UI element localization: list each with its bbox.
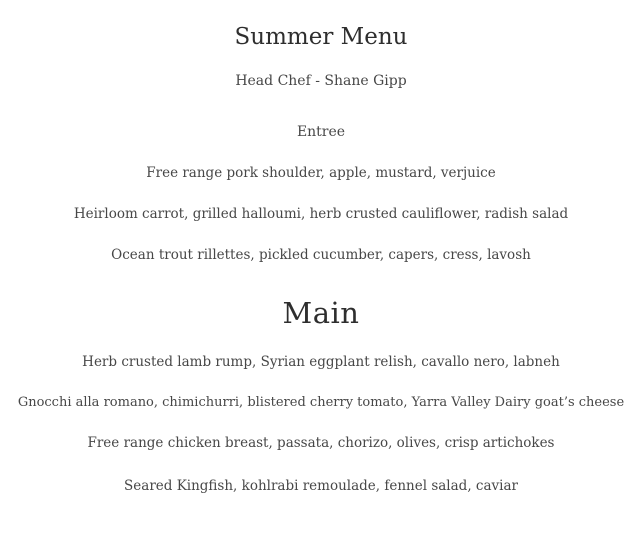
menu-item: Herb crusted lamb rump, Syrian eggplant relish, cavallo nero, labneh <box>82 354 560 370</box>
menu-title: Summer Menu <box>234 24 408 50</box>
menu-item: Free range pork shoulder, apple, mustard, verjuice <box>146 165 496 181</box>
menu-item: Seared Kingfish, kohlrabi remoulade, fennel salad, caviar <box>124 478 518 494</box>
section-heading-entree: Entree <box>296 124 346 140</box>
menu-item: Heirloom carrot, grilled halloumi, herb crusted cauliflower, radish salad <box>73 206 569 222</box>
head-chef-line: Head Chef - Shane Gipp <box>235 73 407 89</box>
menu-item: Ocean trout rillettes, pickled cucumber, capers, cress, lavosh <box>111 247 531 263</box>
menu-item: Gnocchi alla romano, chimichurri, blistered cherry tomato, Yarra Valley Dairy goat’s cheese <box>17 395 625 410</box>
menu-item: Free range chicken breast, passata, chorizo, olives, crisp artichokes <box>87 435 555 451</box>
section-heading-main: Main <box>282 296 360 330</box>
